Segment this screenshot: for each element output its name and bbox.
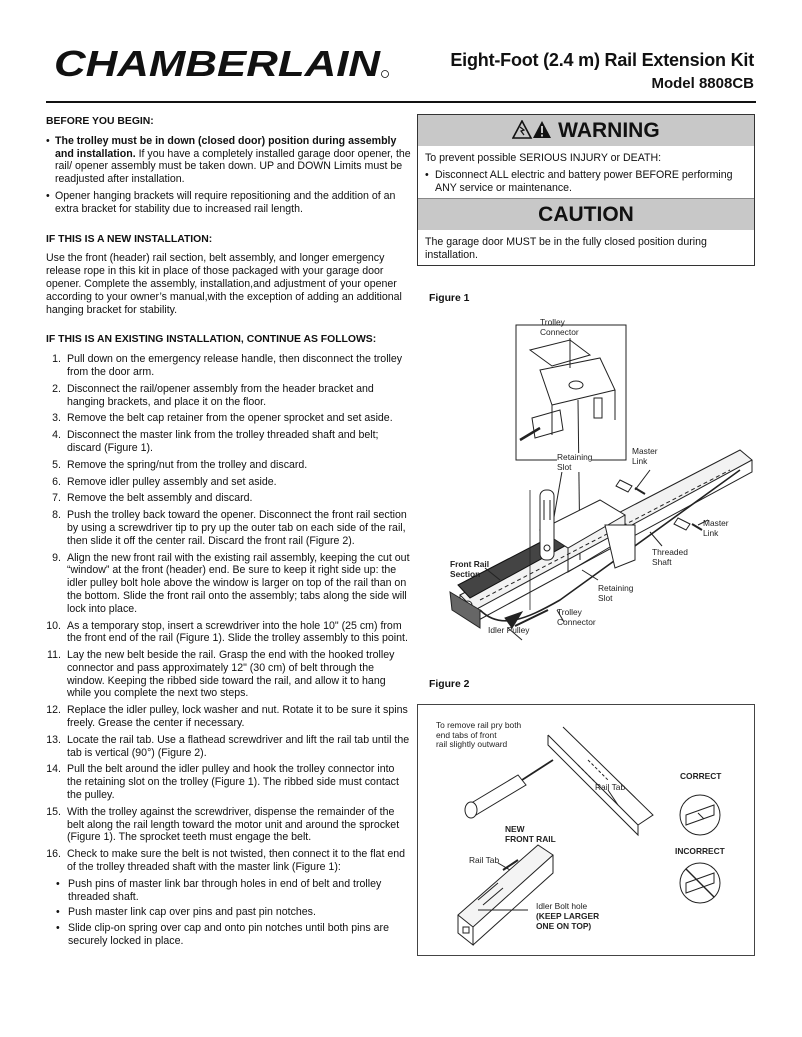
bullet-icon: • bbox=[425, 168, 429, 181]
steps-list bbox=[46, 353, 411, 874]
before-bullet-2-text: Opener hanging brackets will require repositioning and the addition of an extra bracket for stability due to increased rail length. bbox=[55, 189, 396, 215]
step-text: With the trolley against the screwdriver, dispense the remainder of the belt along the rail length toward the motor unit and around the sprocket (Figure 1). The sprocket teeth must engage the belt. bbox=[67, 805, 400, 844]
step-text: Remove the belt assembly and discard. bbox=[67, 492, 253, 505]
step-number: 13. bbox=[46, 733, 61, 746]
step-text: Replace the idler pulley, lock washer and nut. Rotate it to be sure it spins freely. Grease the center if necessary. bbox=[67, 704, 408, 730]
label-rail-tab-2: Rail Tab bbox=[469, 855, 500, 865]
step-text: Pull down on the emergency release handle, then disconnect the trolley from the door arm. bbox=[67, 353, 403, 378]
step-number: 2. bbox=[52, 382, 61, 395]
bullet-icon: • bbox=[46, 189, 50, 202]
label-new-front-rail: NEW FRONT RAIL bbox=[505, 824, 556, 844]
figure-1 bbox=[440, 310, 760, 655]
label-retaining-slot-bottom: Retaining Slot bbox=[598, 583, 634, 603]
document-title-block bbox=[450, 50, 754, 92]
step-text: Disconnect the rail/opener assembly from the header bracket and hanging brackets, and place it on the floor. bbox=[67, 382, 374, 408]
step-number: 9. bbox=[52, 551, 61, 564]
sub-step bbox=[46, 906, 411, 919]
sub-step-text: Slide clip-on spring over cap and onto pin notches until both pins are securely locked in place. bbox=[68, 922, 389, 948]
step-number: 14. bbox=[46, 763, 61, 776]
step-item bbox=[46, 383, 411, 409]
step-item bbox=[46, 429, 411, 455]
step-item bbox=[46, 552, 411, 616]
step-item bbox=[46, 476, 411, 489]
warning-intro: To prevent possible SERIOUS INJURY or DEATH: bbox=[425, 152, 662, 164]
step-item bbox=[46, 704, 411, 730]
warning-body bbox=[418, 146, 754, 198]
label-incorrect: INCORRECT bbox=[675, 846, 725, 856]
bullet-icon: • bbox=[56, 877, 60, 890]
caution-body bbox=[418, 230, 754, 268]
step-text: Locate the rail tab. Use a flathead screwdriver and lift the rail tab until the tab is vertical (90°) (Figure 2). bbox=[67, 733, 410, 759]
step-text: Align the new front rail with the existing rail assembly, keeping the cut out “window” at the front (header) end. Be sure to keep it right side up: the idler pulley bolt hole above the window is larger on top of the rail than on the bottom. Slide the front rail onto the assembly; tabs along the side will lock into place. bbox=[67, 551, 410, 615]
step-number: 11. bbox=[47, 649, 61, 662]
label-master-link-1: Master Link bbox=[632, 446, 658, 466]
label-retaining-slot-top: Retaining Slot bbox=[557, 452, 593, 472]
label-trolley-connector-bottom: Trolley Connector bbox=[557, 607, 596, 627]
bullet-icon: • bbox=[56, 906, 60, 919]
chamberlain-logo bbox=[50, 44, 390, 84]
label-trolley-connector-top: Trolley Connector bbox=[540, 317, 579, 337]
before-bullet-1 bbox=[46, 135, 411, 186]
before-heading: BEFORE YOU BEGIN: bbox=[46, 116, 154, 127]
step-text: Push the trolley back toward the opener. Disconnect the front rail section by using a screwdriver tip to pry up the outer tab on each side of the rail, then slide it off the center rail. Discard the front rail (Figure 2). bbox=[67, 509, 407, 547]
label-correct: CORRECT bbox=[680, 771, 722, 781]
step-text: Remove the belt cap retainer from the opener sprocket and set aside. bbox=[67, 412, 393, 425]
step-number: 15. bbox=[46, 805, 61, 818]
new-install-heading: IF THIS IS A NEW INSTALLATION: bbox=[46, 233, 213, 245]
step-text: Disconnect the master link from the trolley threaded shaft and belt; discard (Figure 1). bbox=[67, 429, 379, 454]
new-install-text: Use the front (header) rail section, belt assembly, and longer emergency release rope in this kit in place of those packaged with your garage door opener. Complete the assembly, installation,and adjustment of your opener according to your owner’s manual,with the exception of adding an additional hanging bracket for stability. bbox=[46, 252, 402, 316]
step-item bbox=[46, 459, 411, 472]
step-item bbox=[46, 620, 411, 646]
step-item bbox=[46, 492, 411, 505]
label-idler-pulley: Idler Pulley bbox=[488, 625, 530, 635]
step-item bbox=[46, 806, 411, 844]
step-item bbox=[46, 763, 411, 801]
model-number: Model 8808CB bbox=[651, 75, 754, 92]
label-front-rail-section: Front Rail Section bbox=[450, 559, 490, 579]
step-item bbox=[46, 509, 411, 547]
step-text: Lay the new belt beside the rail. Grasp the end with the hooked trolley connector and pass approximately 12" (30 cm) of belt through the window. Keeping the ribbed side toward the rail, and allow it to hang while you complete the next two steps. bbox=[67, 649, 395, 700]
sub-step bbox=[46, 922, 411, 948]
warning-banner bbox=[418, 115, 754, 146]
figure-2 bbox=[417, 704, 755, 956]
sub-step-text: Push pins of master link bar through holes in end of belt and trolley threaded shaft. bbox=[68, 877, 382, 903]
warning-bullet bbox=[425, 169, 747, 195]
before-bullet-1-text: If you have a completely installed garage door opener, the rail/ opener assembly must be taken down. UP and DOWN Limits must be readjusted after installation. bbox=[55, 147, 411, 186]
warning-title: WARNING bbox=[558, 119, 660, 142]
step-item bbox=[46, 848, 411, 874]
step-number: 7. bbox=[52, 492, 61, 505]
label-threaded-shaft: Threaded Shaft bbox=[652, 547, 688, 567]
before-bullet-1-bold: The trolley must be in down (closed door) position during assembly and installation. bbox=[55, 134, 397, 160]
warning-bullet-text: Disconnect ALL electric and battery power BEFORE performing ANY service or maintenance. bbox=[435, 168, 733, 194]
step-item bbox=[46, 734, 411, 760]
figure-1-label: Figure 1 bbox=[429, 293, 470, 304]
header-divider bbox=[46, 101, 756, 103]
existing-heading: IF THIS IS AN EXISTING INSTALLATION, CONTINUE AS FOLLOWS: bbox=[46, 334, 377, 346]
step-text: Remove idler pulley assembly and set aside. bbox=[67, 475, 277, 488]
step-item bbox=[46, 412, 411, 425]
bullet-icon: • bbox=[46, 134, 50, 147]
step-number: 10. bbox=[46, 619, 61, 632]
step-number: 4. bbox=[52, 429, 61, 442]
step-text: Pull the belt around the idler pulley and hook the trolley connector into the retaining slot on the trolley (Figure 1). The ribbed side must contact the pulley. bbox=[67, 763, 399, 802]
step-item bbox=[46, 649, 411, 700]
figure-1-drawing bbox=[440, 310, 760, 655]
instructions-column bbox=[46, 116, 411, 951]
label-idler-bolt-hole: Idler Bolt hole bbox=[536, 901, 588, 911]
label-rail-tab-1: Rail Tab bbox=[595, 782, 626, 792]
warning-caution-box bbox=[417, 114, 755, 266]
step-number: 5. bbox=[52, 458, 61, 471]
document-title: Eight-Foot (2.4 m) Rail Extension Kit bbox=[450, 50, 754, 70]
step-text: Remove the spring/nut from the trolley and discard. bbox=[67, 458, 308, 471]
brand-text: CHAMBERLAIN bbox=[54, 44, 382, 84]
step-number: 8. bbox=[52, 509, 61, 522]
step-text: As a temporary stop, insert a screwdriver into the hole 10" (25 cm) from the front end of the rail (Figure 1). Slide the trolley assembly to this point. bbox=[67, 619, 408, 645]
sub-step bbox=[46, 878, 411, 904]
caution-banner bbox=[418, 198, 754, 230]
step-text: Check to make sure the belt is not twisted, then connect it to the flat end of the trolley threaded shaft with the master link (Figure 1): bbox=[67, 848, 406, 874]
before-bullet-2 bbox=[46, 190, 411, 216]
step-number: 1. bbox=[52, 353, 61, 366]
step-item bbox=[46, 353, 411, 379]
caution-text: The garage door MUST be in the fully closed position during installation. bbox=[425, 236, 707, 261]
label-removal-note: To remove rail pry both end tabs of front rail slightly outward bbox=[436, 720, 522, 750]
label-keep-larger: (KEEP LARGER ONE ON TOP) bbox=[536, 911, 600, 931]
hazard-icon bbox=[512, 120, 552, 140]
step-number: 6. bbox=[52, 475, 61, 488]
caution-title: CAUTION bbox=[538, 203, 634, 226]
sub-step-text: Push master link cap over pins and past pin notches. bbox=[68, 906, 316, 919]
step-number: 3. bbox=[52, 412, 61, 425]
bullet-icon: • bbox=[56, 922, 60, 935]
sub-steps bbox=[46, 878, 411, 948]
step-number: 12. bbox=[46, 704, 61, 717]
label-master-link-2: Master Link bbox=[703, 518, 729, 538]
step-number: 16. bbox=[46, 848, 61, 861]
figure-2-label: Figure 2 bbox=[429, 679, 470, 690]
